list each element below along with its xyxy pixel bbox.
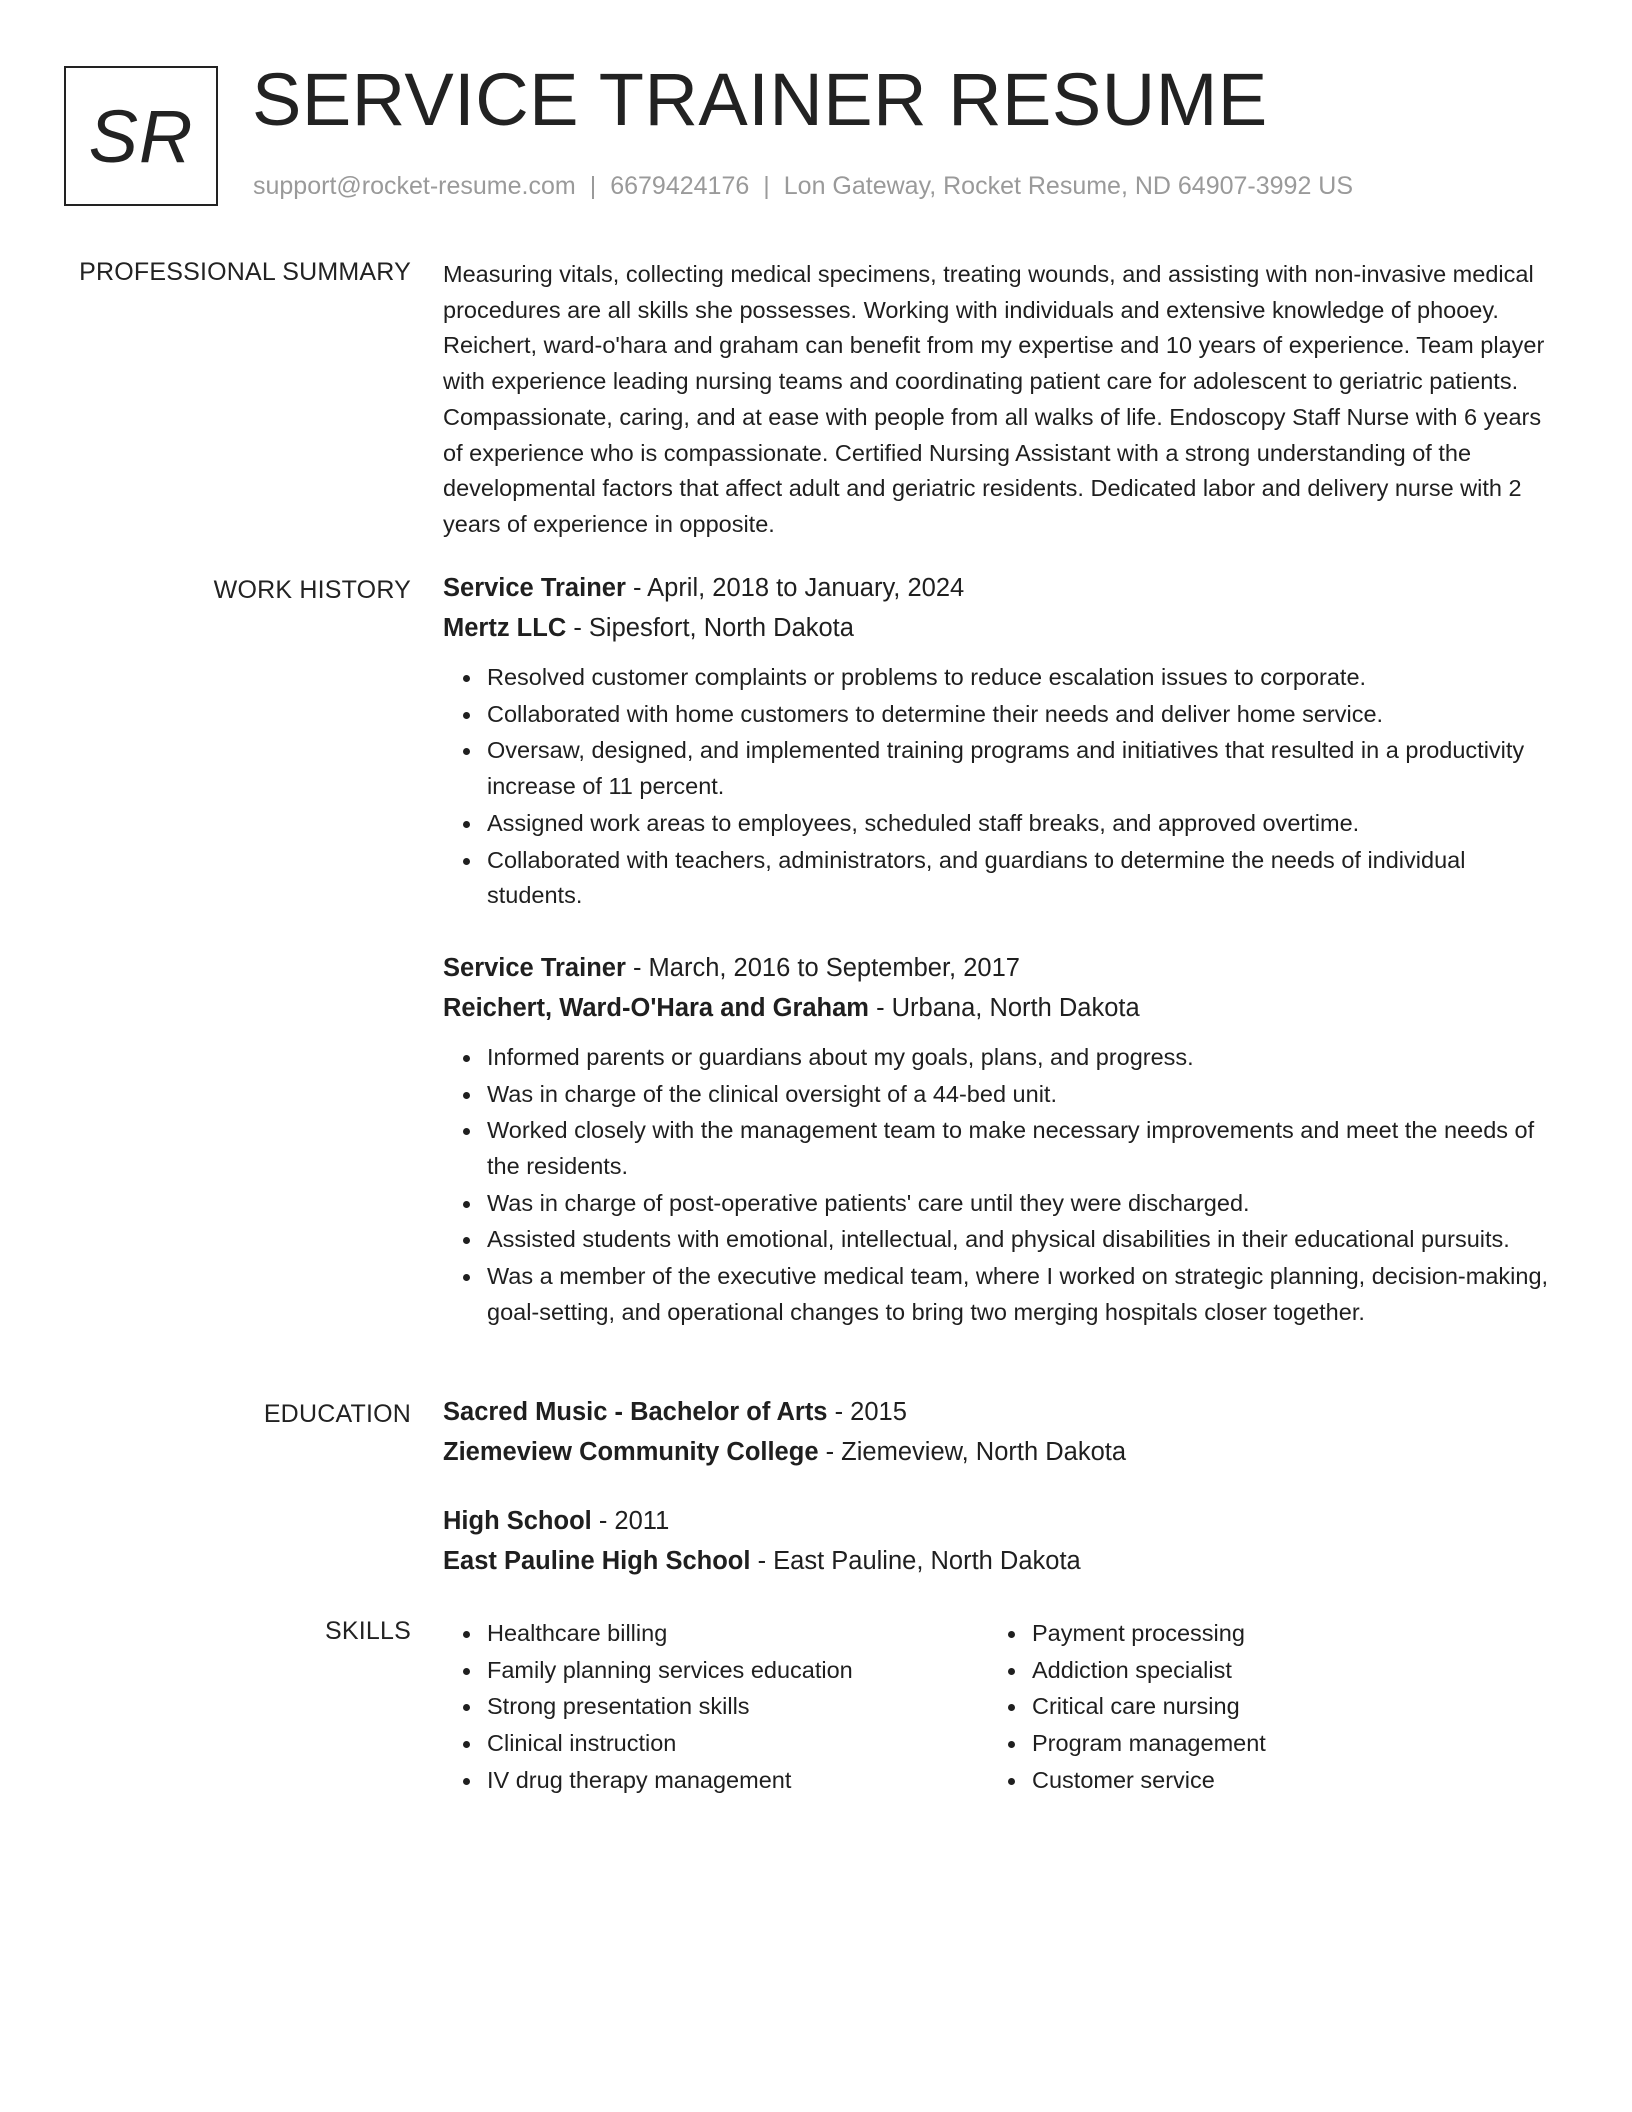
education-school-line (443, 1541, 1553, 1581)
skills-list (988, 1616, 1488, 1799)
education-school: East Pauline High School (443, 1547, 751, 1575)
skills-column (988, 1616, 1488, 1800)
skill-item: Family planning services education (487, 1653, 988, 1689)
job-dates: - April, 2018 to January, 2024 (625, 574, 965, 602)
job-bullet: Informed parents or guardians about my goals, plans, and progress. (487, 1040, 1553, 1076)
section-label-education: EDUCATION (263, 1400, 411, 1428)
job-bullets (443, 660, 1553, 914)
education-degree: Sacred Music - Bachelor of Arts (443, 1398, 828, 1426)
skills-column (443, 1616, 988, 1800)
job-title: Service Trainer (443, 953, 626, 982)
job-title: Service Trainer (443, 574, 626, 602)
skill-item: Program management (1032, 1726, 1488, 1762)
job-bullet: Worked closely with the management team to make necessary improvements and meet the needs of the residents. (487, 1113, 1553, 1184)
education-body (443, 1392, 1553, 1610)
skill-item: Addiction specialist (1032, 1653, 1488, 1689)
education-year: - 2015 (827, 1398, 907, 1426)
skills-body (443, 1616, 1553, 1800)
skill-item: Healthcare billing (487, 1616, 988, 1652)
contact-separator: | (589, 172, 597, 200)
skill-item: Payment processing (1032, 1616, 1488, 1652)
work-body (443, 568, 1553, 1365)
contact-separator: | (763, 172, 770, 200)
skill-item: Clinical instruction (487, 1726, 988, 1762)
job-company: Mertz LLC (443, 614, 567, 642)
education-degree-line (443, 1392, 1553, 1432)
skill-item: Strong presentation skills (487, 1689, 988, 1725)
education-degree: High School (443, 1507, 592, 1535)
summary-text: Measuring vitals, collecting medical specimens, treating wounds, and assisting with non-invasive medical procedures are all skills she possesses. Working with individuals and extensive knowledge of phooey. Reichert, ward-o'hara and graham can benefit from my expertise and 10 years of experience. Team player with experience leading nursing teams and coordinating patient care for adolescent to geriatric patients. Compassionate, caring, and at ease with people from all walks of life. Endoscopy Staff Nurse with 6 years of experience who is compassionate. Certified Nursing Assistant with a strong understanding of the developmental factors that affect adult and geriatric residents. Dedicated labor and delivery nurse with 2 years of experience in opposite. (443, 261, 1545, 537)
contact-email: support@rocket-resume.com (253, 172, 576, 200)
skill-item: Customer service (1032, 1763, 1488, 1799)
contact-line (253, 172, 1353, 201)
job-bullet: Oversaw, designed, and implemented training programs and initiatives that resulted in a productivity increase of 11 percent. (487, 733, 1553, 804)
job-location: - Sipesfort, North Dakota (566, 614, 854, 642)
job-location: - Urbana, North Dakota (868, 993, 1140, 1022)
education-school: Ziemeview Community College (443, 1438, 819, 1466)
job-bullets (443, 1040, 1553, 1331)
job-company-line (443, 988, 1553, 1028)
summary-body (443, 257, 1553, 543)
job-title-line (443, 568, 1553, 608)
contact-phone: 6679424176 (610, 172, 750, 200)
monogram-logo: SR (64, 66, 218, 206)
job-bullet: Collaborated with teachers, administrators, and guardians to determine the needs of individual students. (487, 843, 1553, 914)
skills-columns (443, 1616, 1553, 1800)
job-bullet: Assisted students with emotional, intellectual, and physical disabilities in their educational pursuits. (487, 1222, 1553, 1258)
job-dates: - March, 2016 to September, 2017 (625, 953, 1020, 982)
contact-address: Lon Gateway, Rocket Resume, ND 64907-3992 US (783, 172, 1354, 200)
job-title-line (443, 948, 1553, 988)
education-location: - East Pauline, North Dakota (750, 1547, 1081, 1575)
job-bullet: Assigned work areas to employees, scheduled staff breaks, and approved overtime. (487, 806, 1553, 842)
education-school-line (443, 1432, 1553, 1472)
resume-title: SERVICE TRAINER RESUME (252, 58, 1268, 141)
job-bullet: Resolved customer complaints or problems to reduce escalation issues to corporate. (487, 660, 1553, 696)
job-entry (443, 568, 1553, 914)
section-label-summary: PROFESSIONAL SUMMARY (79, 258, 411, 286)
skills-list (443, 1616, 988, 1799)
job-bullet: Collaborated with home customers to determine their needs and deliver home service. (487, 697, 1553, 733)
skill-item: IV drug therapy management (487, 1763, 988, 1799)
education-entry (443, 1501, 1553, 1581)
education-year: - 2011 (591, 1507, 670, 1535)
job-company: Reichert, Ward-O'Hara and Graham (443, 993, 869, 1022)
education-location: - Ziemeview, North Dakota (818, 1438, 1127, 1466)
skill-item: Critical care nursing (1032, 1689, 1488, 1725)
job-company-line (443, 608, 1553, 648)
job-bullet: Was in charge of post-operative patients' care until they were discharged. (487, 1186, 1553, 1222)
section-label-work: WORK HISTORY (213, 576, 411, 604)
job-entry (443, 948, 1553, 1331)
job-bullet: Was in charge of the clinical oversight of a 44-bed unit. (487, 1077, 1553, 1113)
section-label-skills: SKILLS (325, 1617, 411, 1645)
education-entry (443, 1392, 1553, 1472)
job-bullet: Was a member of the executive medical team, where I worked on strategic planning, decision-making, goal-setting, and operational changes to bring two merging hospitals closer together. (487, 1259, 1553, 1330)
education-degree-line (443, 1501, 1553, 1541)
